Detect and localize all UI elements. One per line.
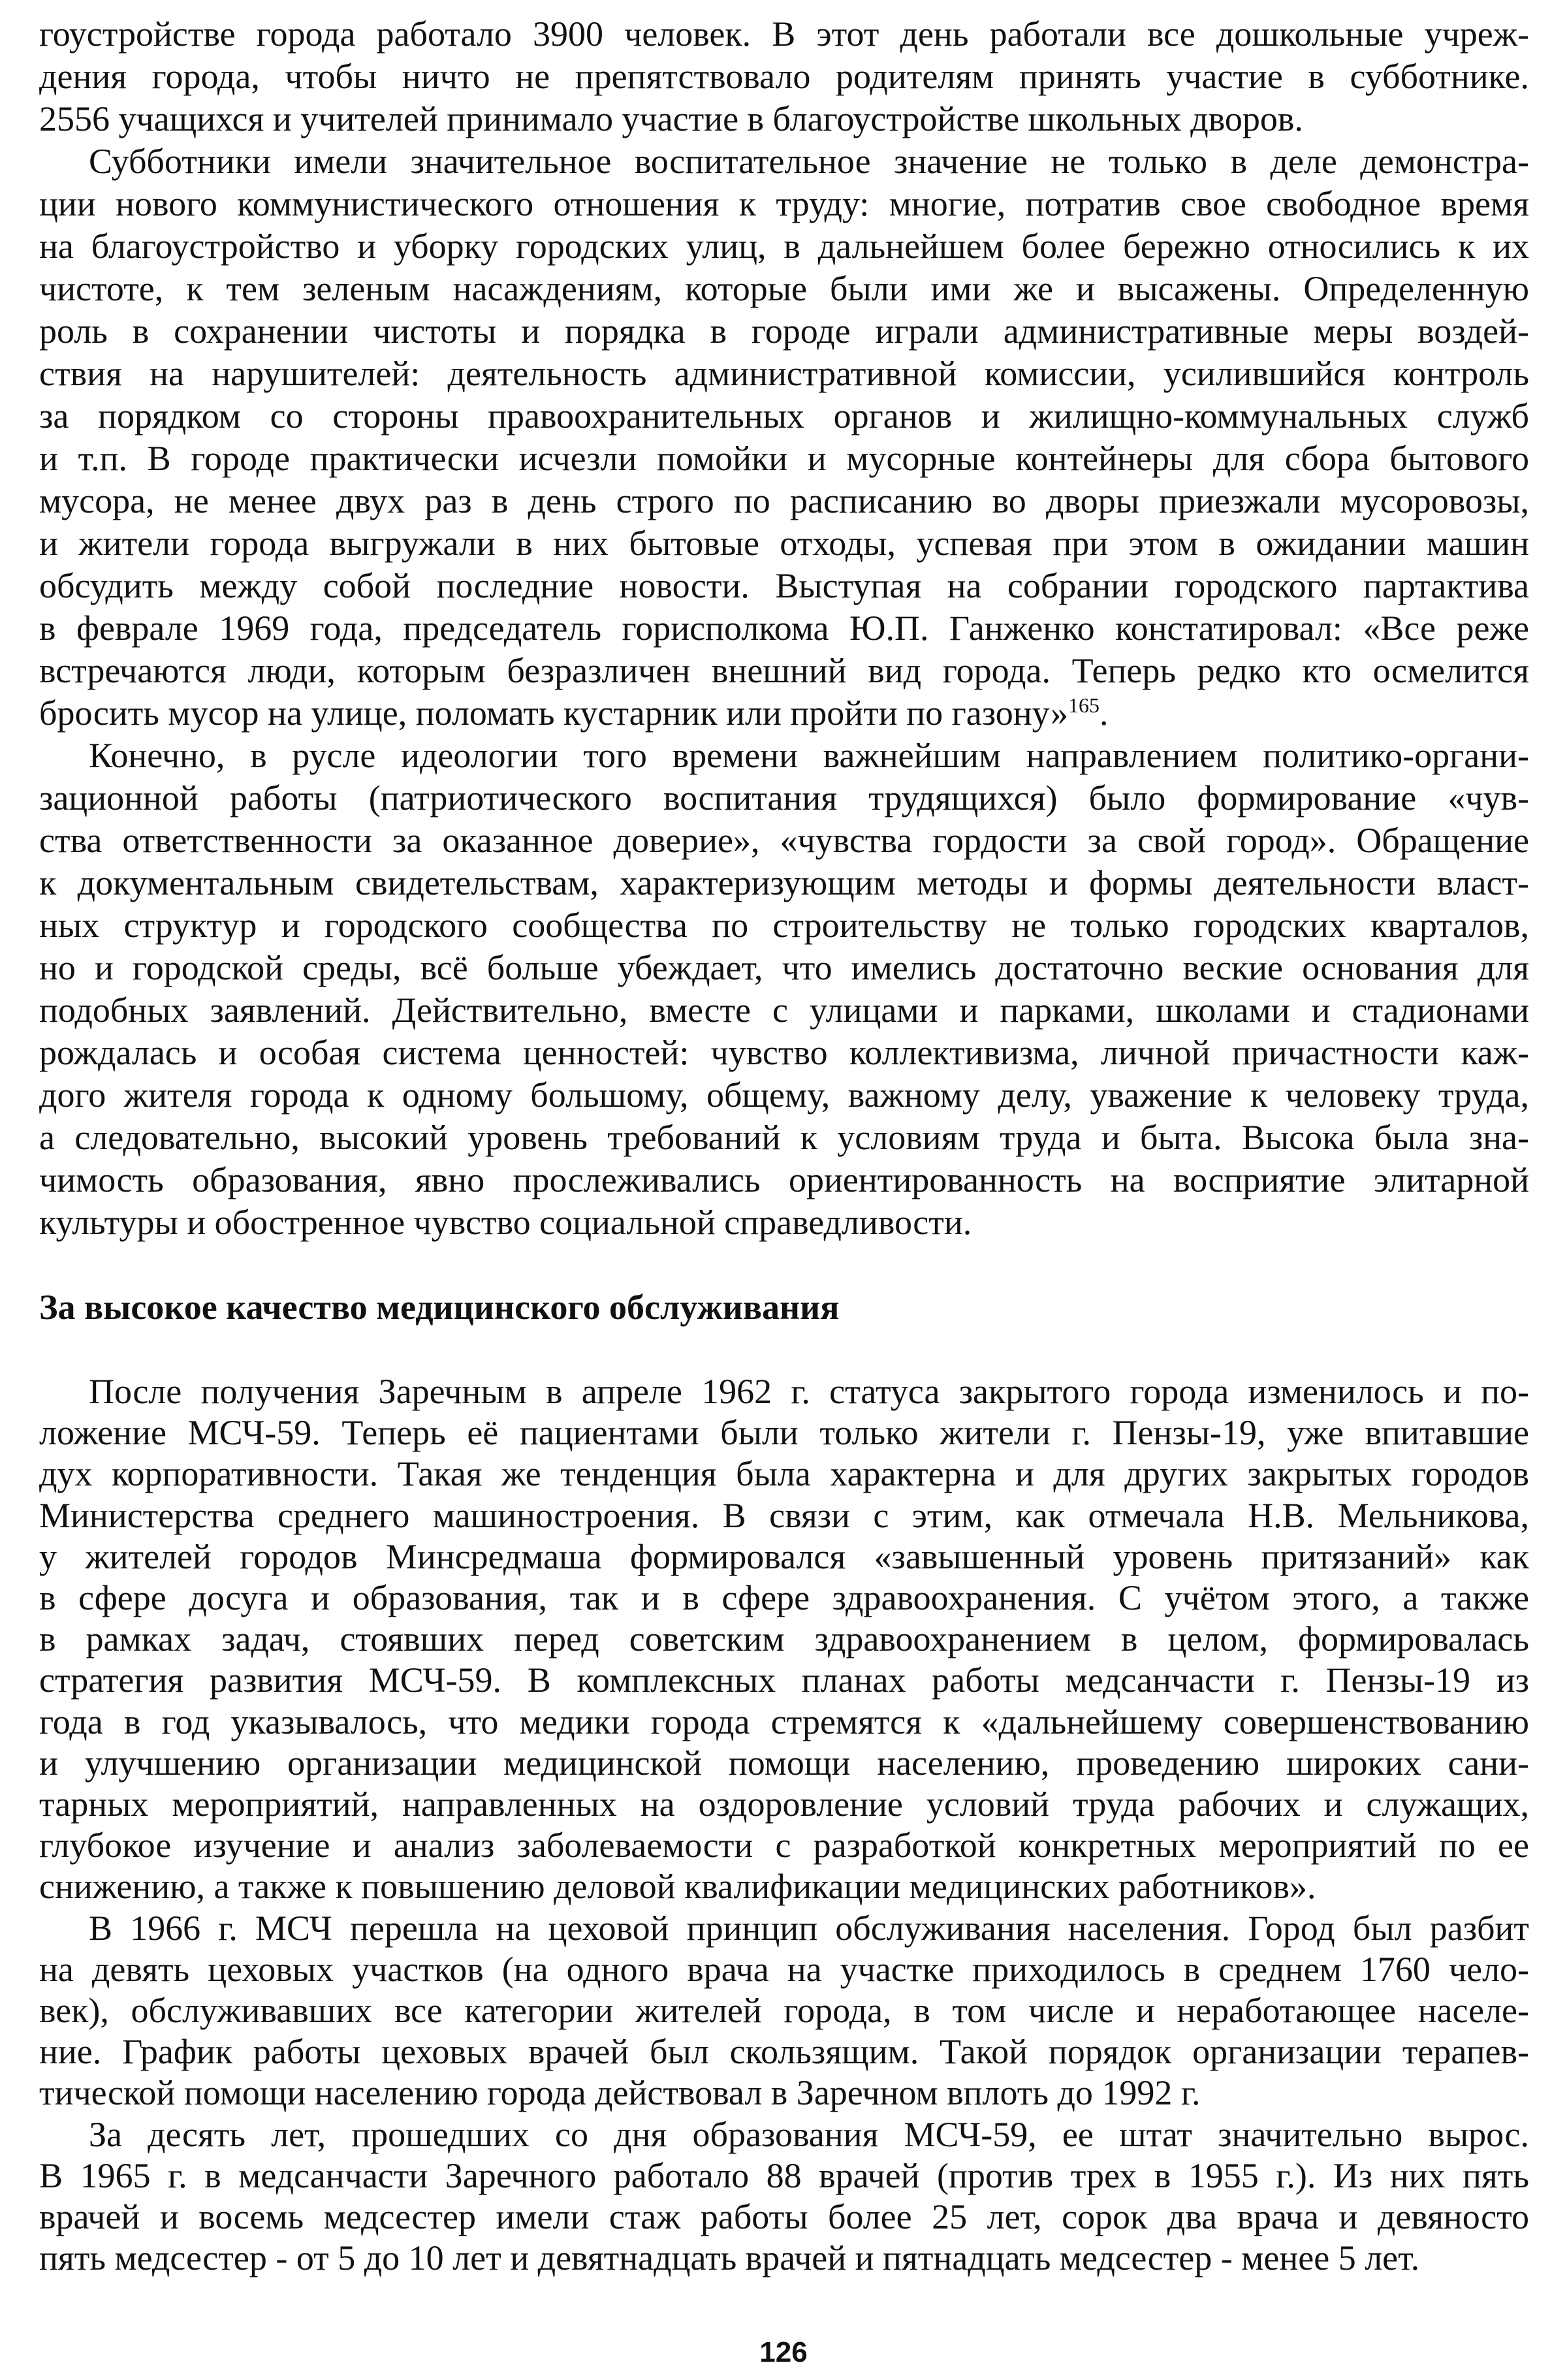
text-line: [39, 904, 1529, 947]
text-line: [39, 1074, 1529, 1117]
text-line-content: тарных мероприятий, направленных на оздоровление условий труда рабочих и служащих,: [39, 1785, 1529, 1824]
text-line-content: Министерства среднего машиностроения. В связи с этим, как отмечала Н.В. Мельникова,: [39, 1495, 1529, 1535]
text-line-content: век), обслуживавших все категории жителей города, в том числе и неработающее населе-: [39, 1991, 1529, 2031]
text-line-content: и т.п. В городе практически исчезли помойки и мусорные контейнеры для сбора бытового: [39, 439, 1529, 478]
text-line-content: тической помощи населению города действовал в Заречном вплоть до 1992 г.: [39, 2073, 1201, 2113]
text-line-content: роль в сохранении чистоты и порядка в городе играли административные меры воздей-: [39, 311, 1529, 351]
text-line: [39, 1619, 1529, 1660]
text-line-content: дого жителя города к одному большому, общему, важному делу, уважение к человеку труда,: [39, 1075, 1529, 1115]
text-line-content: года в год указывалось, что медики города стремятся к «дальнейшему совершенствованию: [39, 1702, 1529, 1741]
text-line: [39, 353, 1529, 395]
text-line-content: за порядком со стороны правоохранительных органов и жилищно-коммунальных служб: [39, 396, 1529, 436]
text-line-content: ства ответственности за оказанное доверие», «чувства гордости за свой город». Обращение: [39, 821, 1529, 860]
text-line-content: 2556 учащихся и учителей принимало участие в благоустройстве школьных дворов.: [39, 99, 1303, 138]
text-line: [39, 480, 1529, 522]
text-line: [39, 13, 1529, 56]
text-line: [39, 56, 1529, 98]
text-line: [39, 2155, 1529, 2197]
text-line-content: в феврале 1969 года, председатель горисполкома Ю.П. Ганженко констатировал: «Все реже: [39, 609, 1529, 648]
text-line: [39, 310, 1529, 353]
text-line: [39, 2072, 1529, 2114]
paragraph: [39, 2114, 1529, 2279]
text-line-content: культуры и обостренное чувство социальной справедливости.: [39, 1203, 972, 1242]
text-line-content: и жители города выгружали в них бытовые отходы, успевая при этом в ожидании машин: [39, 524, 1529, 563]
text-line: [39, 1990, 1529, 2031]
text-line: [39, 1784, 1529, 1825]
text-line-content: ние. График работы цеховых врачей был скользящим. Такой порядок организации терапев-: [39, 2032, 1529, 2072]
text-line: [39, 1908, 1529, 1949]
text-line: [39, 2238, 1529, 2279]
text-line: [39, 989, 1529, 1032]
text-line-content: дух корпоративности. Такая же тенденция была характерна и для других закрытых городов: [39, 1454, 1529, 1494]
text-line: [39, 1371, 1529, 1412]
text-line-content: в рамках задач, стоявших перед советским здравоохранением в целом, формировалась: [39, 1619, 1529, 1659]
text-line-content: ции нового коммунистического отношения к труду: многие, потратив свое свободное время: [39, 184, 1529, 223]
text-line-content: зационной работы (патриотического воспитания трудящихся) было формирование «чув-: [39, 778, 1529, 817]
text-line: [39, 1453, 1529, 1495]
text-line: [39, 225, 1529, 268]
text-line: [39, 2197, 1529, 2238]
text-line-content: рождалась и особая система ценностей: чувство коллективизма, личной причастности каж-: [39, 1033, 1529, 1072]
text-line: [39, 1201, 1529, 1244]
text-line: [39, 1536, 1529, 1578]
body-text-part-1: [39, 13, 1529, 1244]
text-line-content: на благоустройство и уборку городских улиц, в дальнейшем более бережно относились к их: [39, 227, 1529, 266]
text-line: [39, 522, 1529, 565]
paragraph: [39, 140, 1529, 735]
text-line: [39, 268, 1529, 310]
text-line: [39, 437, 1529, 480]
paragraph: [39, 735, 1529, 1244]
text-line: [39, 395, 1529, 437]
text-line: [39, 1578, 1529, 1619]
body-text-part-2: [39, 1371, 1529, 2279]
text-line-content: а следовательно, высокий уровень требований к условиям труда и быта. Высока была зна-: [39, 1118, 1529, 1157]
text-line: [39, 1412, 1529, 1453]
text-line: [39, 1866, 1529, 1907]
section-heading: За высокое качество медицинского обслуживания: [39, 1288, 840, 1327]
text-line: [39, 1032, 1529, 1074]
paragraph: [39, 13, 1529, 140]
text-line-content: ных структур и городского сообщества по строительству не только городских кварталов,: [39, 906, 1529, 945]
text-line-content: В 1966 г. МСЧ перешла на цеховой принцип обслуживания населения. Город был разбит: [89, 1908, 1529, 1948]
text-line-content: но и городской среды, всё больше убеждает, что имелись достаточно веские основания для: [39, 948, 1529, 987]
text-line-content: дения города, чтобы ничто не препятствовало родителям принять участие в субботнике.: [39, 57, 1529, 96]
text-line: [39, 692, 1529, 735]
text-line: [39, 565, 1529, 607]
text-line: [39, 2114, 1529, 2155]
text-line: [39, 2031, 1529, 2072]
text-line: [39, 1495, 1529, 1536]
text-line-content: ложение МСЧ-59. Теперь её пациентами были только жители г. Пензы-19, уже впитавшие: [39, 1413, 1529, 1453]
footnote-reference: 165: [1068, 693, 1100, 717]
text-line-content: После получения Заречным в апреле 1962 г. статуса закрытого города изменилось и по-: [89, 1372, 1529, 1411]
text-line: [39, 1702, 1529, 1743]
text-line: [39, 140, 1529, 183]
text-line-content: на девять цеховых участков (на одного врача на участке приходилось в среднем 1760 чело-: [39, 1949, 1529, 1989]
text-line: [39, 735, 1529, 777]
text-line-content: снижению, а также к повышению деловой квалификации медицинских работников».: [39, 1867, 1316, 1907]
text-line-content: глубокое изучение и анализ заболеваемости с разработкой конкретных мероприятий по ее: [39, 1826, 1529, 1865]
text-line-content: Конечно, в русле идеологии того времени важнейшим направлением политико-органи-: [89, 736, 1529, 775]
paragraph: [39, 1908, 1529, 2114]
text-line-content: чистоте, к тем зеленым насаждениям, которые были ими же и высажены. Определенную: [39, 269, 1529, 308]
text-line-content: мусора, не менее двух раз в день строго по расписанию во дворы приезжали мусоровозы,: [39, 481, 1529, 520]
text-line-content: За десять лет, прошедших со дня образования МСЧ-59, ее штат значительно вырос.: [89, 2114, 1529, 2154]
text-line: [39, 183, 1529, 225]
text-line-content: в сфере досуга и образования, так и в сфере здравоохранения. С учётом этого, а также: [39, 1578, 1529, 1618]
text-line-content: встречаются люди, которым безразличен внешний вид города. Теперь редко кто осмелится: [39, 651, 1529, 690]
text-line-content: стратегия развития МСЧ-59. В комплексных планах работы медсанчасти г. Пензы-19 из: [39, 1660, 1529, 1700]
text-line-content: подобных заявлений. Действительно, вместе с улицами и парками, школами и стадионами: [39, 991, 1529, 1030]
page-number: 126: [759, 2336, 808, 2368]
text-line: [39, 1949, 1529, 1990]
text-line-content: В 1965 г. в медсанчасти Заречного работало 88 врачей (против трех в 1955 г.). Из них пять: [39, 2155, 1529, 2195]
text-line: [39, 1117, 1529, 1159]
sentence-end: .: [1099, 693, 1109, 733]
text-line: [39, 777, 1529, 819]
text-line-content: и улучшению организации медицинской помощи населению, проведению широких сани-: [39, 1743, 1529, 1783]
text-line: [39, 862, 1529, 904]
text-line: [39, 1159, 1529, 1201]
text-line: [39, 98, 1529, 140]
text-line: [39, 607, 1529, 650]
text-line: [39, 819, 1529, 862]
text-line: [39, 947, 1529, 989]
text-line-content: гоустройстве города работало 3900 человек. В этот день работали все дошкольные учреж-: [39, 14, 1529, 54]
text-line: [39, 1825, 1529, 1866]
text-line-content: к документальным свидетельствам, характеризующим методы и формы деятельности власт-: [39, 863, 1529, 902]
text-line-content: у жителей городов Минсредмаша формировался «завышенный уровень притязаний» как: [39, 1536, 1529, 1576]
text-line-content: чимость образования, явно прослеживались ориентированность на восприятие элитарной: [39, 1160, 1529, 1199]
text-line-content: врачей и восемь медсестер имели стаж работы более 25 лет, сорок два врача и девяносто: [39, 2197, 1529, 2237]
text-line-content: пять медсестер - от 5 до 10 лет и девятнадцать врачей и пятнадцать медсестер - менее 5 лет.: [39, 2238, 1420, 2278]
text-line-content: бросить мусор на улице, поломать кустарник или пройти по газону»: [39, 693, 1068, 733]
text-line-content: ствия на нарушителей: деятельность административной комиссии, усилившийся контроль: [39, 354, 1529, 393]
text-line-content: обсудить между собой последние новости. Выступая на собрании городского партактива: [39, 566, 1529, 605]
text-line: [39, 1743, 1529, 1784]
paragraph: [39, 1371, 1529, 1908]
text-line: [39, 650, 1529, 692]
text-line: [39, 1660, 1529, 1701]
text-line-content: Субботники имели значительное воспитательное значение не только в деле демонстра-: [89, 142, 1529, 181]
